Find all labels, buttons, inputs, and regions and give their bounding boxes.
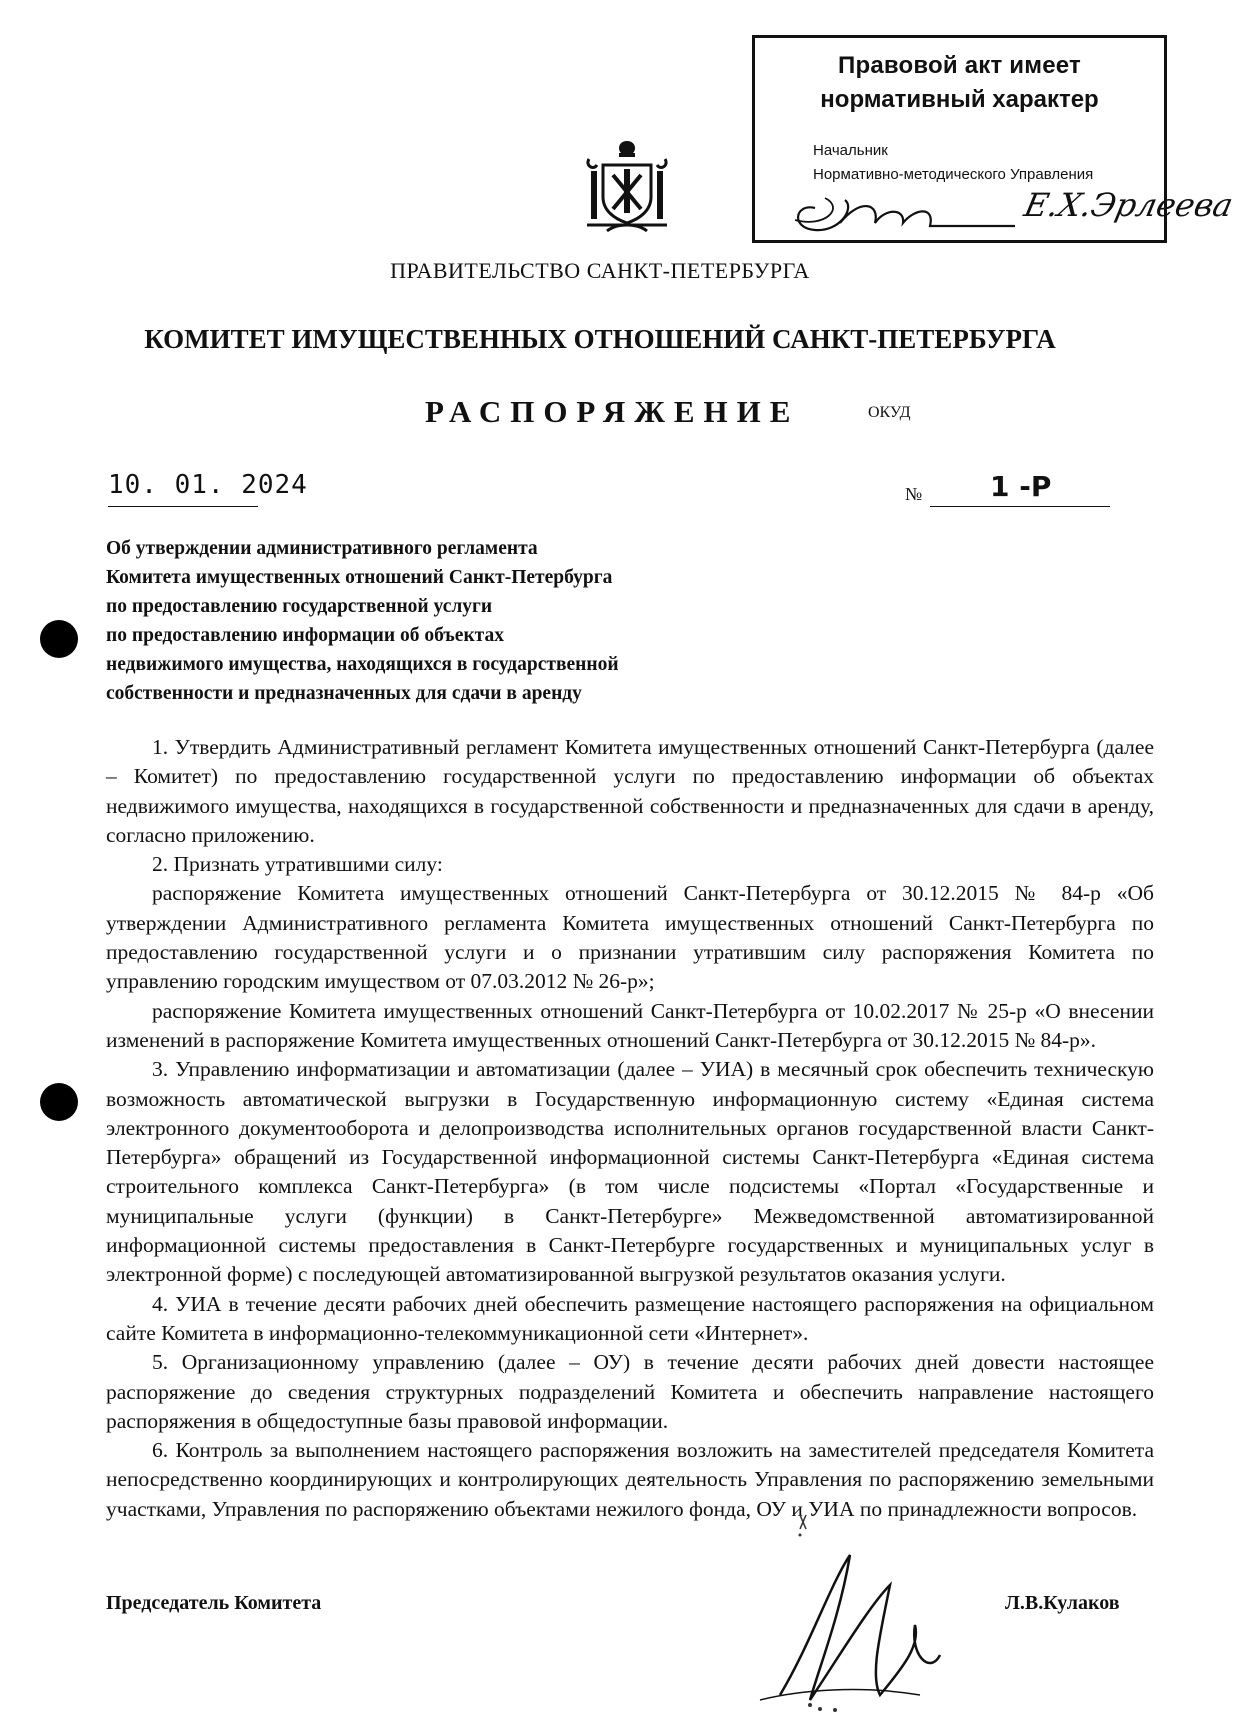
number-underline <box>930 506 1110 507</box>
stamp-department: Нормативно-методического Управления <box>813 166 1094 183</box>
paragraph: 5. Организационному управлению (далее – ОУ) в течение десяти рабочих дней довести настоящее распоряжение до сведения структурных подразделений Комитета и обеспечить направление настоящего распоряжения в общедоступные базы правовой информации. <box>106 1350 1154 1433</box>
paragraph: 2. Признать утратившими силу: <box>152 852 443 877</box>
signatory-title: Председатель Комитета <box>106 1592 322 1614</box>
subject-line: собственности и предназначенных для сдачи в аренду <box>106 683 582 704</box>
number-label: № <box>905 484 923 504</box>
subject-line: Об утверждении административного регламента <box>106 538 538 559</box>
paragraph: 1. Утвердить Административный регламент Комитета имущественных отношений Санкт-Петербурга (далее – Комитет) по предоставлению государственной услуги по предоставлению информации об объектах недвижимого имущества, находящихся в государственной собственности и предназначенных для сдачи в аренду, согласно приложению. <box>106 735 1154 847</box>
date-underline <box>108 506 258 507</box>
subject-line: по предоставлению информации об объектах <box>106 625 504 646</box>
stamp-line-1: Правовой акт имеет <box>838 52 1081 79</box>
paragraph: 6. Контроль за выполнением настоящего распоряжения возложить на заместителей председателя Комитета непосредственно координирующих и контролирующих деятельность Управления по распоряжению земельными участками, Управления по распоряжению объектами нежилого фонда, ОУ и УИА по принадлежности вопросов. <box>106 1438 1154 1521</box>
paragraph: распоряжение Комитета имущественных отношений Санкт-Петербурга от 30.12.2015 № 84-р «Об утверждении Административного регламента Комитета имущественных отношений Санкт-Петербурга по предоставлению государственной услуги и о признании утратившим силу распоряжения Комитета по управлению городским имуществом от 07.03.2012 № 26-р»; <box>106 881 1154 994</box>
document-type: РАСПОРЯЖЕНИЕ <box>425 394 800 429</box>
chairman-signature <box>740 1495 970 1725</box>
document-date: 10. 01. 2024 <box>108 470 308 500</box>
normative-stamp <box>752 35 1236 243</box>
document-subject <box>106 534 806 708</box>
coat-of-arms-icon <box>583 135 671 235</box>
paragraph: 4. УИА в течение десяти рабочих дней обеспечить размещение настоящего распоряжения на официальном сайте Комитета в информационно-телекоммуникационной сети «Интернет». <box>106 1291 1154 1345</box>
committee-title: КОМИТЕТ ИМУЩЕСТВЕННЫХ ОТНОШЕНИЙ САНКТ-ПЕТЕРБУРГА <box>144 324 1056 354</box>
punch-hole-mark <box>40 620 78 658</box>
subject-line: недвижимого имущества, находящихся в государственной <box>106 654 619 675</box>
stamp-position: Начальник <box>813 142 888 159</box>
government-title: ПРАВИТЕЛЬСТВО САНКТ-ПЕТЕРБУРГА <box>390 258 810 283</box>
subject-line: по предоставлению государственной услуги <box>106 596 493 617</box>
subject-line: Комитета имущественных отношений Санкт-Петербурга <box>106 567 613 588</box>
signatory-name: Л.В.Кулаков <box>1005 1592 1120 1614</box>
stamp-signature-name: Е.Х.Эрлеева <box>1020 186 1236 224</box>
paragraph: 3. Управлению информатизации и автоматизации (далее – УИА) в месячный срок обеспечить техническую возможность автоматической выгрузки в Государственную информационную систему «Единая система электронного документооборота и делопроизводства исполнительных органов государственной власти Санкт-Петербурга» обращений из Государственной информационной системы Санкт-Петербурга «Единая система строительного комплекса Санкт-Петербурга» (в том числе подсистемы «Портал «Государственные и муниципальные услуги (функции) в Санкт-Петербурге» Межведомственной автоматизированной информационной системы предоставления в Санкт-Петербурге государственных и муниципальных услуг в электронной форме) с последующей автоматизированной выгрузкой результатов оказания услуги. <box>106 1057 1154 1287</box>
paragraph: распоряжение Комитета имущественных отношений Санкт-Петербурга от 10.02.2017 № 25-р «О внесении изменений в распоряжение Комитета имущественных отношений Санкт-Петербурга от 30.12.2015 № 84-р». <box>106 998 1154 1052</box>
okud-label: ОКУД <box>868 404 911 421</box>
punch-hole-mark <box>40 1083 78 1121</box>
document-number: 1 -Р <box>990 470 1052 503</box>
document-body <box>106 733 1154 1524</box>
stamp-line-2: нормативный характер <box>820 86 1099 113</box>
